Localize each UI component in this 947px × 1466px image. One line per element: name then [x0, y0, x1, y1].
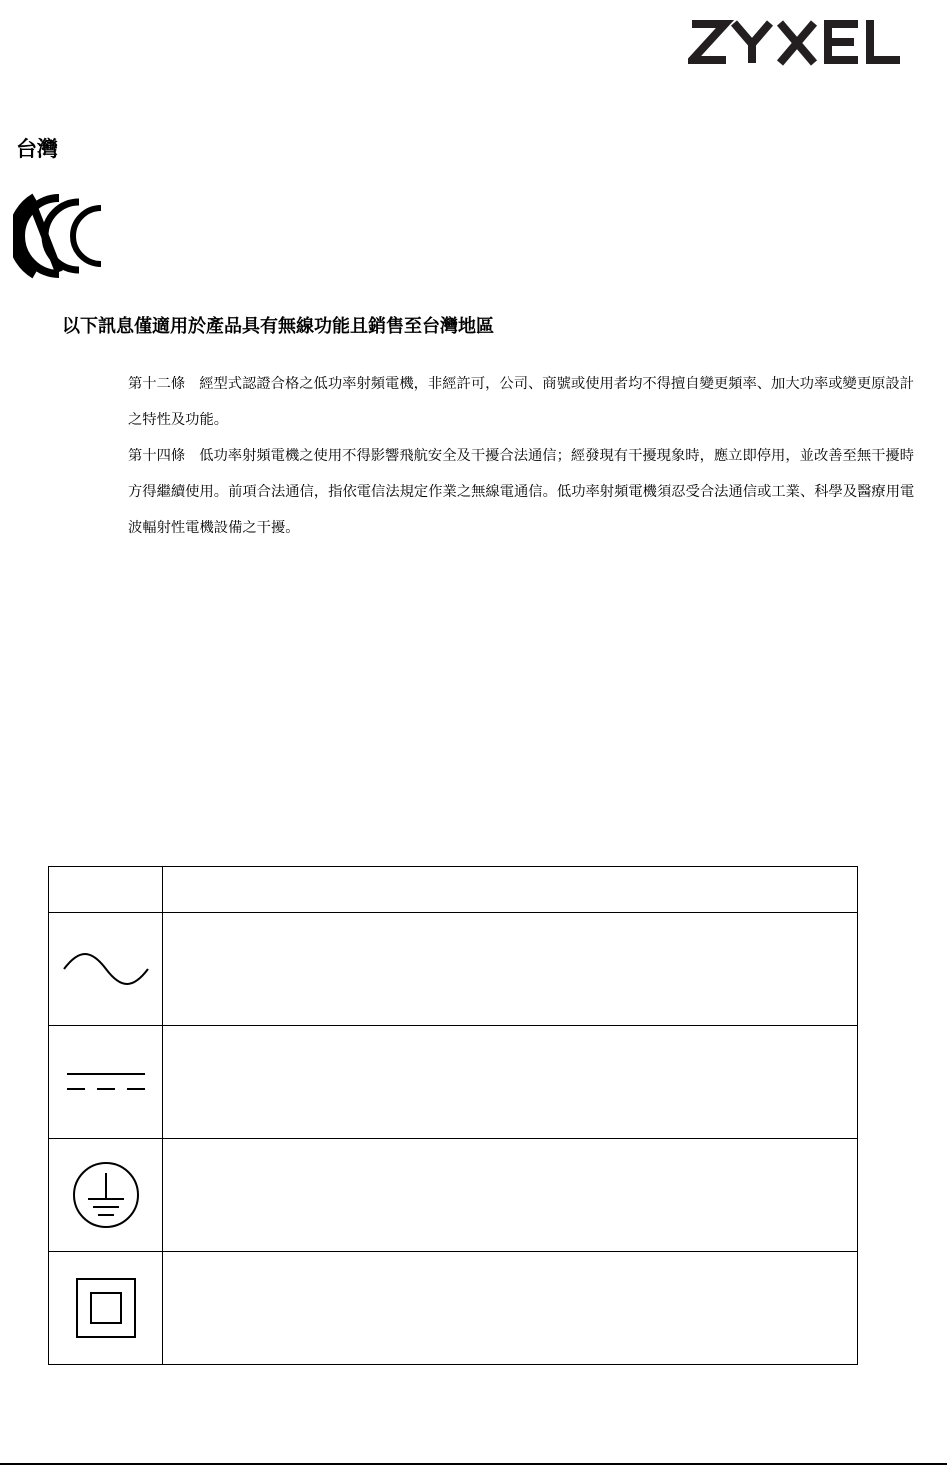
- table-row: [49, 1139, 858, 1252]
- symbol-description: [163, 913, 858, 1026]
- region-title: 台灣: [16, 137, 58, 161]
- notice-body: [128, 366, 918, 546]
- ncc-mark-icon: [13, 188, 109, 284]
- zyxel-logo: [688, 14, 902, 68]
- class-ii-double-insulation-icon: [49, 1252, 163, 1365]
- table-row: [49, 1026, 858, 1139]
- article-tag: 第十四條: [128, 448, 186, 464]
- description-header-cell: [163, 867, 858, 913]
- table-row: [49, 913, 858, 1026]
- article-text: 低功率射頻電機之使用不得影響飛航安全及干擾合法通信；經發現有干擾現象時，應立即停用，並改善至無干擾時方得繼續使用。前項合法通信，指依電信法規定作業之無線電通信。低功率射頻電機須忍受合法通信或工業、科學及醫療用電波輻射性電機設備之干擾。: [128, 448, 915, 536]
- article-tag: 第十二條: [128, 376, 186, 392]
- alternating-current-icon: [49, 913, 163, 1026]
- article-14: [128, 438, 918, 546]
- protective-earth-icon: [49, 1139, 163, 1252]
- table-row: [49, 1252, 858, 1365]
- table-header-row: [49, 867, 858, 913]
- safety-symbol-table: [48, 866, 858, 1365]
- direct-current-icon: [49, 1026, 163, 1139]
- symbol-description: [163, 1026, 858, 1139]
- symbol-header-cell: [49, 867, 163, 913]
- article-text: 經型式認證合格之低功率射頻電機，非經許可，公司、商號或使用者均不得擅自變更頻率、加大功率或變更原設計之特性及功能。: [128, 376, 915, 428]
- symbol-description: [163, 1252, 858, 1365]
- article-12: [128, 366, 918, 438]
- footer-divider: [0, 1463, 947, 1465]
- zyxel-logo-art: [688, 14, 902, 68]
- symbol-description: [163, 1139, 858, 1252]
- notice-heading: 以下訊息僅適用於產品具有無線功能且銷售至台灣地區: [62, 316, 494, 337]
